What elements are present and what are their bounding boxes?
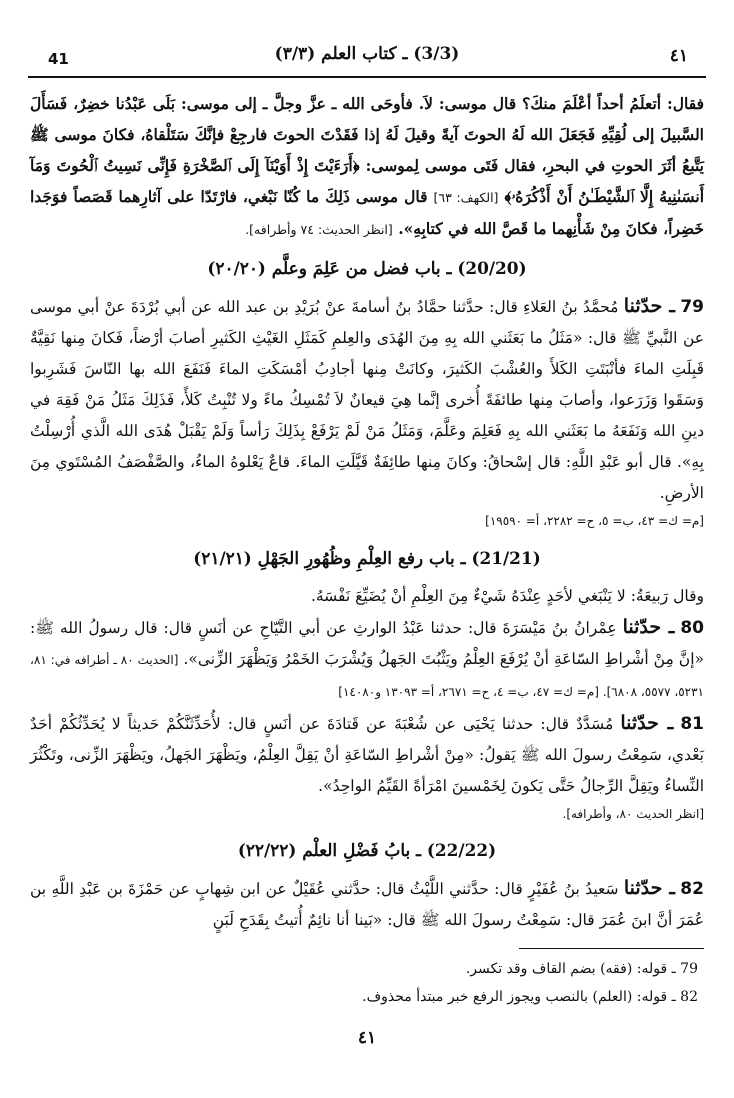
hadith-78-continuation: فقال: أتعلَمُ أحداً أعْلَمَ منكَ؟ قال موسى: لاَ. فأوحَى الله ـ عزَّ وجلَّ ـ إلى موسى: بَلَى عَبْدُنا خضِرٌ، فَسَأَلَ السَّبيلَ إلى لُقِيِّهِ فَجَعَلَ الله لَهُ الحوتَ آيةً وقيلَ لَهُ إذا فَقَدْتَ الحوتَ فارجِعْ فإنَّكَ سَتَلْقاهُ، فكانَ موسى ﷺ يَتَّبعُ أثَرَ الحوتِ في البحرِ، فقال فَتَى موسى لِموسى: ﴿أَرَءَيْتَ إِذْ أَوَيْنَآ إِلَى ٱلصَّخْرَةِ فَإِنِّى نَسِيتُ ٱلْحُوتَ وَمَآ أَنسَىٰنِيهُ إِلَّا ٱلشَّيْطَـٰنُ أَنْ أَذْكُرَهُۥ﴾ [الكهف: ٦٣] قال موسى ذَلِكَ ما كُنّا نَبْغي، فارْتَدّا على آثارِهما قَصَصاً فوَجَدا خَضِراً، فكانَ مِنْ شَأْنِهما ما قَصَّ الله في كتابِهِ». [انظر الحديث: ٧٤ وأطرافه].: [30, 94, 705, 239]
hadith-80-ref: [الحديث ٨٠ ـ أطرافه في: ٨١، ٥٢٣١، ٥٥٧٧، ٦٨٠٨]. [م= ك= ٤٧، ب= ٤، ح= ٢٦٧١، أ= ١٣٠٩٣ و١٤٠٨٠]: [30, 652, 704, 699]
hadith-81: [30, 708, 704, 802]
hadith-text: مُسَدَّدٌ قال: حدثنا يَحْيَى عن شُعْبَةَ عن قَتادَةَ عن أنَسٍ قال: لأُحَدِّثَنَّكُمْ حَديثاً لا يُحَدِّثُكُمْ أحَدٌ بَعْدي، سَمِعْتُ رسولَ الله ﷺ يَقولُ: «مِنْ أشْراطِ السّاعَةِ أنْ يَقِلَّ العِلْمُ، ويَظْهَرَ الجَهلُ، ويَظْهَرَ الزِّنى، وتَكْثُرَ النِّساءُ ويَقِلَّ الرِّجالُ حَتَّى يَكونَ لِخَمْسينَ امْرَأةً القَيِّمُ الواحِدُ».: [30, 714, 704, 795]
footnote-divider: [519, 948, 704, 949]
page-footer-number: ٤١: [357, 1028, 377, 1048]
rabia-saying: وقال رَبيعَةُ: لا يَنْبَغي لأحَدٍ عِنْدَهُ شَيْءٌ مِنَ العِلْمِ أنْ يُضَيِّعَ نَفْسَهُ.: [310, 586, 704, 605]
hadith-number: 81: [680, 713, 704, 734]
hadith-text: مُحمَّدُ بنُ العَلاءِ قال: حدَّثنا حمَّادُ بنُ أسامةَ عنْ بُرَيْدِ بن عبد الله عن أبي بُرْدَةَ عنْ أبي موسى عن النَّبيِّ ﷺ قال: «مَثَلُ ما بَعَثَني الله بِهِ مِنَ الهُدَى والعِلمِ كَمَثَلِ الغَيْثِ الكَثيرِ أصابَ أرْضاً، فَكانَ مِنها نَقِيَّةٌ قَبِلَتِ الماءَ فأنْبَتَتِ الكَلأَ والعُشْبَ الكَثيرَ، وكانَتْ مِنها أجادِبُ أمْسَكَتِ الماءَ فَنَفَعَ الله بها النّاسَ فَشَرِبوا وَسَقَوا وَزَرَعوا، وأصابَ مِنها طائفَةً أُخرى إنَّما هِيَ قيعانٌ لاَ تُمْسِكُ ماءً ولا تُنْبِتُ كَلأً، فَذَلِكَ مَثَلُ مَنْ فَقِهَ في دينِ الله وَنَفَعَهُ ما بَعَثَني الله بِهِ فَعَلِمَ وعَلَّمَ، وَمَثَلُ مَنْ لَمْ يَرْفَعْ بِذَلِكَ رَأساً وَلَمْ يَقْبَلْ هُدَى الله الَّذي أُرْسِلْتُ بِهِ». قال أبو عَبْدِ اللَّهِ: قال إسْحاقُ: وكانَ مِنها طائِفَةٌ قَيَّلَتِ الماءَ. قاعٌ يَعْلوهُ الماءُ، والصَّفْصَفُ المُسْتَوي مِنَ الأرضِ.: [30, 298, 704, 503]
hadith-text: سَعيدُ بنُ عُفَيْرٍ قال: حدَّثني اللَّيْثُ قال: حدَّثني عُقَيْلٌ عن ابن شِهابٍ عن حَمْزَةَ بن عَبْدِ اللَّهِ بن عُمَرَ أنَّ ابنَ عُمَرَ قال: سَمِعْتُ رسولَ الله ﷺ قال: «بَينا أنا نائِمٌ أُتيتُ بِقَدَحِ لَبَنٍ: [30, 880, 704, 930]
hadith-82: [30, 873, 704, 936]
running-title: (3/3) ـ كتاب العلم (٣/٣): [274, 44, 460, 64]
hadith-80: [30, 612, 704, 708]
haddathana-label: ـ حدّثنا: [622, 615, 675, 638]
hadith-79-marks: [م= ك= ٤٣، ب= ٥، ح= ٢٢٨٢، أ= ١٩٥٩٠]: [485, 514, 704, 529]
cross-reference: [انظر الحديث: ٧٤ وأطرافه].: [245, 222, 393, 238]
haddathana-label: ـ حدّثنا: [620, 711, 674, 734]
page-number-latin: 41: [48, 50, 69, 68]
footnotes: [30, 955, 698, 1011]
footnote-79: 79 ـ قوله: (فقه) بضم القاف وقد تكسر.: [465, 961, 698, 977]
page-header: [28, 36, 706, 78]
page-number-arabic: ٤١: [669, 46, 688, 66]
haddathana-label: ـ حدّثنا: [623, 295, 675, 318]
main-text: [30, 88, 704, 936]
haddathana-label: ـ حدّثنا: [623, 877, 675, 900]
quran-reference: [الكهف: ٦٣]: [433, 190, 499, 206]
hadith-text: عِمْرانُ بنُ مَيْسَرَةَ قال: حدثنا عَبْدُ الوارثِ عن أبي التَّيّاحِ عن أنَسٍ قال: قال رسولُ الله ﷺ: «إنَّ مِنْ أشْراطِ السّاعَةِ أنْ يُرْفَعَ العِلْمُ ويَثْبُتَ الجَهلُ وَيُشْرَبَ الخَمْرُ وَيَظْهَرَ الزِّنى».: [30, 618, 704, 668]
hadith-number: 79: [680, 297, 704, 318]
hadith-79: [30, 291, 704, 509]
chapter-heading-22: (22/22) ـ بابُ فَضْلِ العلْم (٢٢/٢٢): [237, 840, 497, 861]
chapter-heading-20: (20/20) ـ باب فضل من عَلِمَ وعلَّم (٢٠/٢٠): [207, 258, 527, 279]
hadith-81-ref: [انظر الحديث ٨٠، وأطرافه].: [562, 806, 704, 821]
hadith-number: 82: [680, 879, 704, 900]
chapter-heading-21: (21/21) ـ باب رفع العِلْمِ وظُهُورِ الجَهْلِ (٢١/٢١): [193, 547, 541, 568]
hadith-number: 80: [680, 617, 704, 638]
footnote-82: 82 ـ قوله: (العلم) بالنصب ويجوز الرفع خبر مبتدأ محذوف.: [362, 989, 698, 1005]
